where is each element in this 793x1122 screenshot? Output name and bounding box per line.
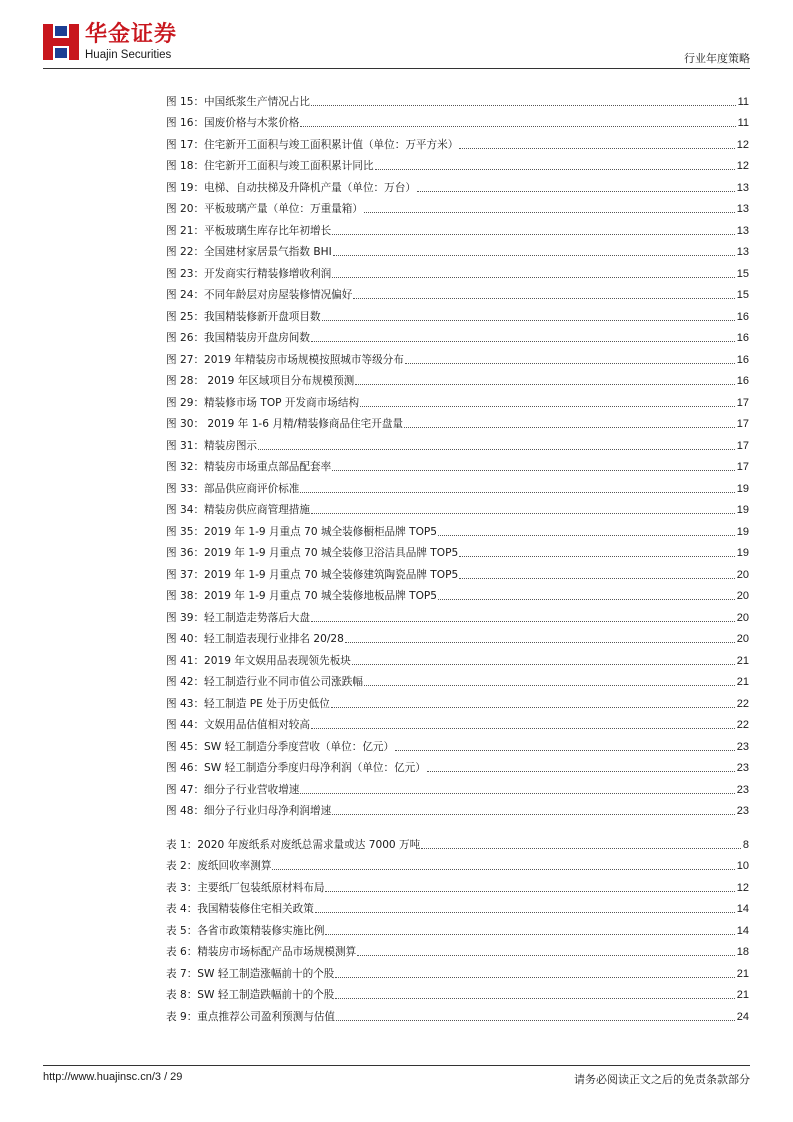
toc-entry-page: 15	[736, 267, 749, 280]
toc-entry-page: 13	[736, 203, 749, 215]
toc-entry-label: 图 41：2019 年文娱用品表现领先板块	[166, 654, 351, 667]
table-toc-entry[interactable]	[166, 981, 749, 1003]
toc-entry-label: 图 23：开发商实行精装修增收利润	[166, 267, 332, 280]
toc-entry-page: 19	[736, 504, 749, 516]
toc-entry-label: 表 6：精装房市场标配产品市场规模测算	[166, 946, 357, 958]
table-toc-entry[interactable]	[166, 895, 749, 917]
toc-entry-label: 表 5：各省市政策精装修实施比例	[166, 924, 325, 937]
report-section-title: 行业年度策略	[684, 52, 750, 65]
toc-entry-page: 22	[736, 719, 749, 731]
toc-dot-leader	[438, 535, 735, 536]
toc-dot-leader	[258, 449, 735, 450]
toc-dot-leader	[417, 191, 735, 192]
toc-entry-page: 14	[736, 903, 749, 915]
toc-dot-leader	[355, 384, 734, 385]
figure-toc-entry[interactable]	[166, 195, 749, 217]
figure-toc-entry[interactable]	[166, 259, 749, 281]
table-toc-entry[interactable]	[166, 830, 749, 852]
toc-dot-leader	[352, 664, 735, 665]
figure-toc-entry[interactable]	[166, 410, 749, 432]
toc-entry-label: 图 21：平板玻璃生库存比年初增长	[166, 224, 332, 237]
toc-dot-leader	[333, 255, 735, 256]
toc-dot-leader	[332, 234, 735, 235]
figure-toc-entry[interactable]	[166, 668, 749, 690]
toc-dot-leader	[311, 621, 735, 622]
toc-entry-page: 21	[736, 967, 749, 980]
toc-entry-page: 20	[736, 611, 749, 624]
toc-entry-label: 图 32：精装房市场重点部品配套率	[166, 461, 332, 473]
figure-toc-entry[interactable]	[166, 388, 749, 410]
toc-entry-label: 图 35：2019 年 1-9 月重点 70 城全装修橱柜品牌 TOP5	[166, 525, 438, 538]
toc-entry-page: 23	[736, 805, 749, 817]
table-toc-entry[interactable]	[166, 852, 749, 874]
toc-dot-leader	[332, 277, 735, 278]
toc-dot-leader	[325, 934, 734, 935]
toc-entry-label: 表 3：主要纸厂包装纸原材料布局	[166, 881, 325, 894]
toc-entry-label: 表 9：重点推荐公司盈利预测与估值	[166, 1010, 336, 1023]
toc-dot-leader	[300, 126, 735, 127]
toc-entry-label: 图 29：精装修市场 TOP 开发商市场结构	[166, 396, 360, 409]
toc-dot-leader	[311, 728, 735, 729]
table-toc-entry[interactable]	[166, 916, 749, 938]
footer-divider	[43, 1065, 750, 1066]
toc-dot-leader	[315, 912, 735, 913]
toc-entry-label: 图 34：精装房供应商管理措施	[166, 504, 310, 516]
toc-entry-page: 16	[736, 332, 749, 344]
figure-toc-entry[interactable]	[166, 625, 749, 647]
figure-toc-entry[interactable]	[166, 216, 749, 238]
figure-toc-entry[interactable]	[166, 732, 749, 754]
toc-entry-page: 20	[736, 568, 749, 581]
figure-toc-entry[interactable]	[166, 324, 749, 346]
toc-dot-leader	[375, 169, 735, 170]
toc-dot-leader	[272, 869, 734, 870]
huajin-logo-icon	[43, 24, 79, 60]
toc-entry-page: 17	[736, 439, 749, 452]
toc-entry-label: 图 45：SW 轻工制造分季度营收（单位：亿元）	[166, 740, 395, 753]
table-toc-entry[interactable]	[166, 873, 749, 895]
figure-toc-entry[interactable]	[166, 281, 749, 303]
figure-toc-entry[interactable]	[166, 496, 749, 518]
figure-toc-entry[interactable]	[166, 560, 749, 582]
figure-toc-entry[interactable]	[166, 302, 749, 324]
toc-entry-page: 23	[736, 740, 749, 753]
figure-toc-entry[interactable]	[166, 431, 749, 453]
toc-dot-leader	[345, 642, 735, 643]
figure-toc-entry[interactable]	[166, 173, 749, 195]
toc-entry-page: 13	[736, 224, 749, 237]
toc-entry-label: 图 36：2019 年 1-9 月重点 70 城全装修卫浴洁具品牌 TOP5	[166, 547, 459, 559]
toc-entry-label: 图 46：SW 轻工制造分季度归母净利润（单位：亿元）	[166, 762, 426, 774]
toc-entry-page: 21	[736, 654, 749, 667]
table-index	[166, 830, 749, 1024]
toc-entry-page: 23	[736, 783, 749, 796]
toc-entry-page: 19	[736, 525, 749, 538]
toc-entry-page: 11	[737, 117, 749, 129]
toc-entry-label: 图 19：电梯、自动扶梯及升降机产量（单位：万台）	[166, 181, 416, 194]
toc-entry-label: 图 18：住宅新开工面积与竣工面积累计同比	[166, 160, 374, 172]
toc-entry-page: 22	[736, 697, 749, 710]
toc-dot-leader	[459, 148, 734, 149]
toc-entry-label: 图 20：平板玻璃产量（单位：万重量箱）	[166, 203, 363, 215]
table-toc-entry[interactable]	[166, 938, 749, 960]
toc-entry-label: 图 28： 2019 年区域项目分布规模预测	[166, 375, 355, 387]
figure-toc-entry[interactable]	[166, 152, 749, 174]
toc-dot-leader	[332, 814, 735, 815]
toc-entry-label: 图 43：轻工制造 PE 处于历史低位	[166, 697, 330, 710]
table-toc-entry[interactable]	[166, 1002, 749, 1024]
toc-entry-label: 表 8：SW 轻工制造跌幅前十的个股	[166, 989, 335, 1001]
toc-dot-leader	[459, 578, 735, 579]
toc-entry-page: 20	[736, 590, 749, 602]
toc-dot-leader	[336, 1020, 735, 1021]
toc-dot-leader	[427, 771, 735, 772]
toc-dot-leader	[360, 406, 735, 407]
toc-dot-leader	[404, 427, 735, 428]
toc-entry-label: 图 16：国废价格与木浆价格	[166, 117, 300, 129]
toc-entry-page: 12	[736, 160, 749, 172]
toc-entry-label: 表 7：SW 轻工制造涨幅前十的个股	[166, 967, 335, 980]
toc-entry-label: 图 39：轻工制造走势落后大盘	[166, 611, 310, 624]
toc-entry-page: 13	[736, 246, 749, 258]
toc-entry-label: 图 15：中国纸浆生产情况占比	[166, 95, 310, 108]
toc-entry-label: 图 22：全国建材家居景气指数 BHI	[166, 246, 332, 258]
toc-dot-leader	[332, 470, 735, 471]
figure-toc-entry[interactable]	[166, 367, 749, 389]
toc-dot-leader	[421, 848, 741, 849]
toc-dot-leader	[311, 513, 735, 514]
toc-dot-leader	[335, 977, 734, 978]
toc-dot-leader	[335, 998, 734, 999]
toc-entry-page: 16	[736, 310, 749, 323]
toc-entry-label: 图 37：2019 年 1-9 月重点 70 城全装修建筑陶瓷品牌 TOP5	[166, 568, 459, 581]
toc-entry-label: 图 48：细分子行业归母净利润增速	[166, 805, 332, 817]
figure-toc-entry[interactable]	[166, 711, 749, 733]
figure-toc-entry[interactable]	[166, 754, 749, 776]
toc-dot-leader	[357, 955, 735, 956]
toc-entry-page: 8	[742, 838, 749, 851]
toc-entry-label: 图 40：轻工制造表现行业排名 20/28	[166, 633, 344, 645]
toc-dot-leader	[353, 298, 734, 299]
figure-toc-entry[interactable]	[166, 646, 749, 668]
toc-dot-leader	[300, 492, 734, 493]
toc-entry-label: 图 44：文娱用品估值相对较高	[166, 719, 310, 731]
toc-entry-page: 10	[736, 860, 749, 872]
figure-toc-entry[interactable]	[166, 345, 749, 367]
table-toc-entry[interactable]	[166, 959, 749, 981]
toc-dot-leader	[405, 363, 735, 364]
toc-entry-page: 24	[736, 1010, 749, 1023]
figure-toc-entry[interactable]	[166, 109, 749, 131]
toc-entry-label: 表 1：2020 年废纸系对废纸总需求量或达 7000 万吨	[166, 838, 421, 851]
toc-dot-leader	[311, 341, 735, 342]
toc-entry-page: 17	[736, 461, 749, 473]
site-url-link[interactable]: http://www.huajinsc.cn/	[43, 1071, 155, 1083]
toc-dot-leader	[459, 556, 735, 557]
toc-entry-page: 21	[736, 989, 749, 1001]
header-divider	[43, 68, 750, 69]
footer-url-page	[43, 1071, 182, 1083]
toc-entry-page: 21	[736, 676, 749, 688]
toc-dot-leader	[300, 793, 734, 794]
page-number: 3 / 29	[154, 1071, 183, 1083]
toc-entry-page: 17	[736, 396, 749, 409]
figure-index	[166, 87, 749, 818]
toc-entry-page: 12	[736, 138, 749, 151]
toc-entry-page: 20	[736, 633, 749, 645]
toc-entry-label: 图 26：我国精装房开盘房间数	[166, 332, 310, 344]
toc-dot-leader	[395, 750, 735, 751]
toc-entry-page: 12	[736, 881, 749, 894]
figure-toc-entry[interactable]	[166, 130, 749, 152]
toc-dot-leader	[311, 105, 736, 106]
toc-entry-label: 表 4：我国精装修住宅相关政策	[166, 903, 314, 915]
toc-entry-label: 表 2：废纸回收率测算	[166, 860, 272, 872]
toc-entry-page: 11	[737, 95, 749, 108]
brand-name-en: Huajin Securities	[85, 49, 172, 61]
figure-toc-entry[interactable]	[166, 238, 749, 260]
toc-dot-leader	[438, 599, 735, 600]
brand-name-cn: 华金证券	[85, 22, 178, 47]
toc-entry-page: 15	[736, 289, 749, 301]
toc-dot-leader	[364, 685, 735, 686]
toc-entry-page: 17	[736, 418, 749, 430]
figure-toc-entry[interactable]	[166, 539, 749, 561]
toc-entry-page: 23	[736, 762, 749, 774]
toc-entry-label: 图 17：住宅新开工面积与竣工面积累计值（单位：万平方米）	[166, 138, 459, 151]
toc-dot-leader	[325, 891, 734, 892]
toc-entry-page: 19	[736, 547, 749, 559]
figure-toc-entry[interactable]	[166, 775, 749, 797]
toc-entry-label: 图 24：不同年龄层对房屋装修情况偏好	[166, 289, 353, 301]
figure-toc-entry[interactable]	[166, 797, 749, 819]
toc-entry-label: 图 33：部品供应商评价标准	[166, 482, 300, 495]
toc-entry-page: 16	[736, 353, 749, 366]
toc-dot-leader	[364, 212, 735, 213]
page-header	[43, 22, 750, 69]
figure-toc-entry[interactable]	[166, 87, 749, 109]
toc-entry-label: 图 31：精装房图示	[166, 439, 258, 452]
toc-entry-page: 13	[736, 181, 749, 194]
figure-toc-entry[interactable]	[166, 689, 749, 711]
toc-dot-leader	[322, 320, 735, 321]
figure-toc-entry[interactable]	[166, 582, 749, 604]
toc-entry-label: 图 27：2019 年精装房市场规模按照城市等级分布	[166, 353, 404, 366]
figure-toc-entry[interactable]	[166, 517, 749, 539]
figure-toc-entry[interactable]	[166, 603, 749, 625]
toc-entry-page: 19	[736, 482, 749, 495]
figure-toc-entry[interactable]	[166, 453, 749, 475]
toc-entry-label: 图 38：2019 年 1-9 月重点 70 城全装修地板品牌 TOP5	[166, 590, 438, 602]
toc-entry-label: 图 47：细分子行业营收增速	[166, 783, 300, 796]
toc-entry-label: 图 25：我国精装修新开盘项目数	[166, 310, 321, 323]
brand-logo	[43, 22, 177, 62]
toc-entry-label: 图 42：轻工制造行业不同市值公司涨跌幅	[166, 676, 363, 688]
toc-entry-label: 图 30： 2019 年 1-6 月精/精装修商品住宅开盘量	[166, 418, 404, 430]
figure-toc-entry[interactable]	[166, 474, 749, 496]
toc-entry-page: 18	[736, 946, 749, 958]
toc-dot-leader	[331, 707, 735, 708]
toc-entry-page: 14	[736, 924, 749, 937]
disclaimer-note: 请务必阅读正文之后的免责条款部分	[574, 1073, 750, 1086]
toc-entry-page: 16	[736, 375, 749, 387]
